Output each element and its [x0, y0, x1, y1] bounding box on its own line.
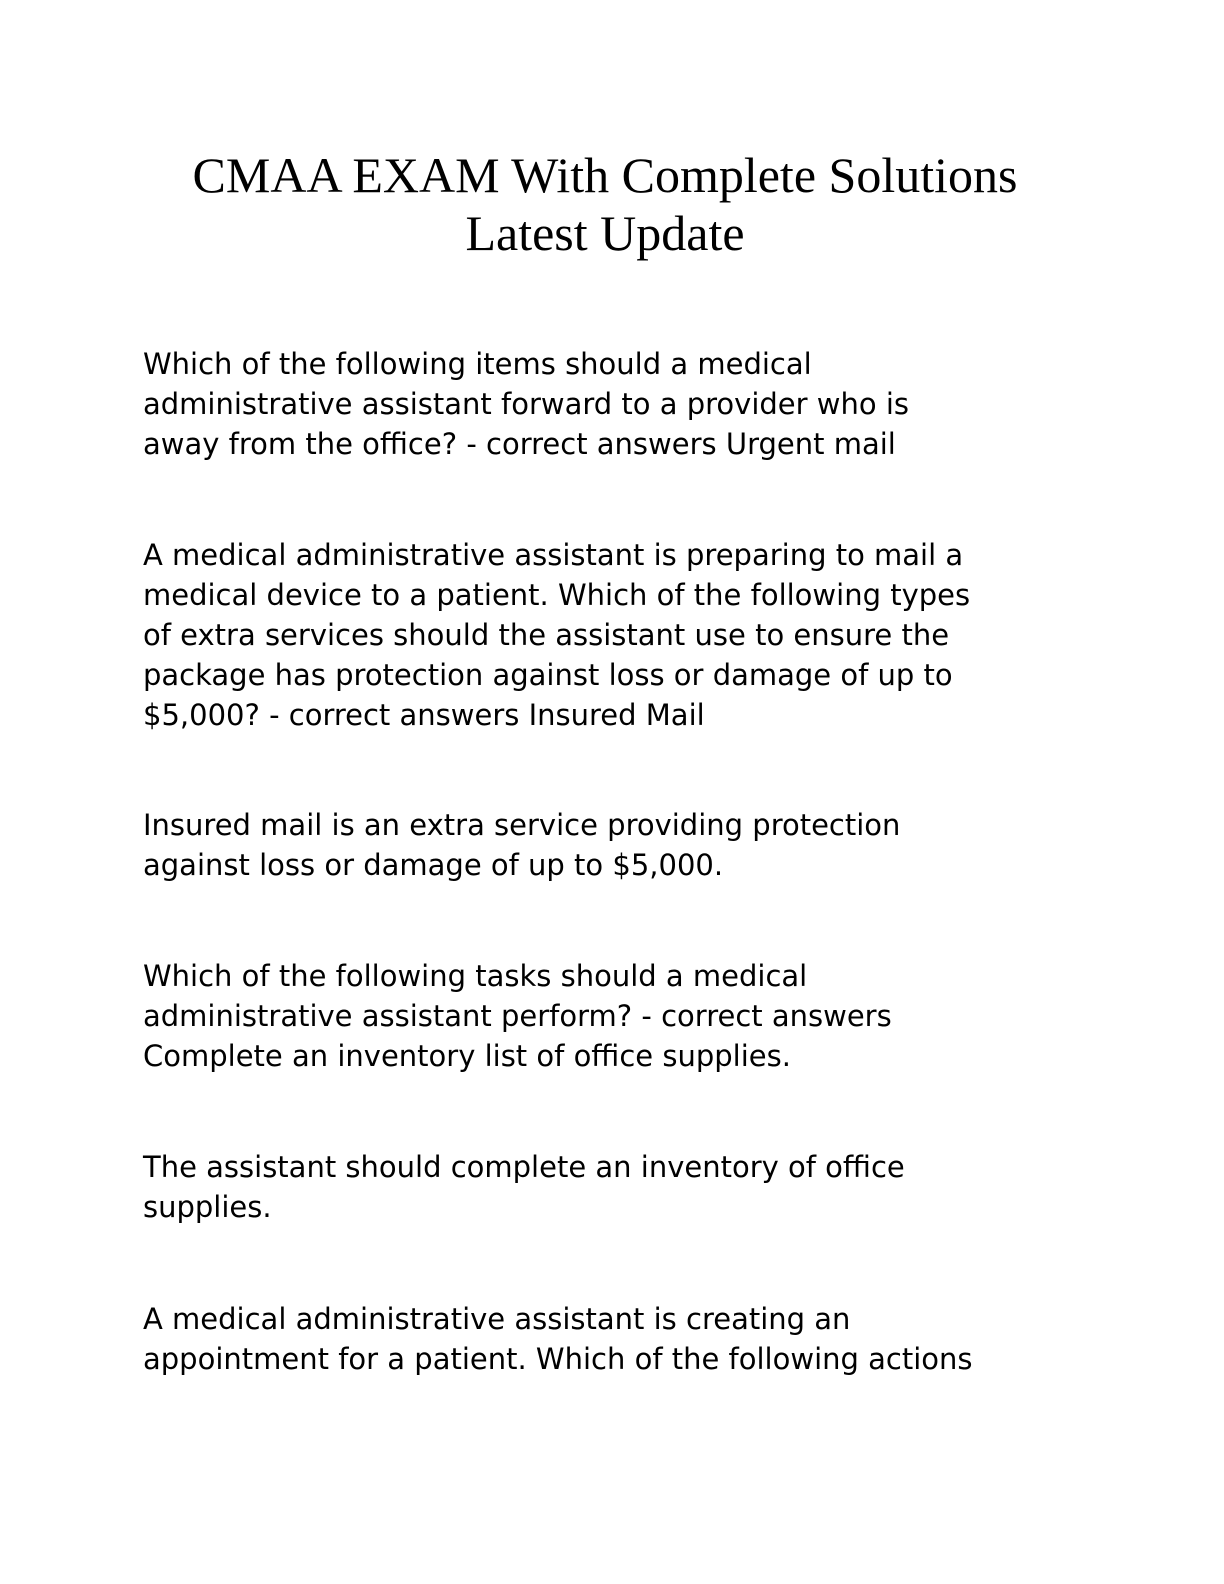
question-paragraph: Which of the following tasks should a medical administrative assistant perform? - correct answers Complete an inventory list of office supplies.: [143, 959, 892, 1073]
question-paragraph: A medical administrative assistant is creating an appointment for a patient. Which of the following actions: [143, 1302, 973, 1376]
explanation-paragraph: Insured mail is an extra service providing protection against loss or damage of up to $5,000.: [143, 808, 901, 882]
question-paragraph: Which of the following items should a medical administrative assistant forward to a provider who is away from the office? - correct answers Urgent mail: [143, 347, 910, 461]
document-title: CMAA EXAM With Complete Solutions Latest Update: [192, 147, 1018, 261]
question-paragraph: A medical administrative assistant is preparing to mail a medical device to a patient. Which of the following types of extra services should the assistant use to ensure the package has protection against loss or damage of up to $5,000? - correct answers Insured Mail: [143, 538, 971, 732]
explanation-paragraph: The assistant should complete an inventory of office supplies.: [143, 1150, 905, 1224]
